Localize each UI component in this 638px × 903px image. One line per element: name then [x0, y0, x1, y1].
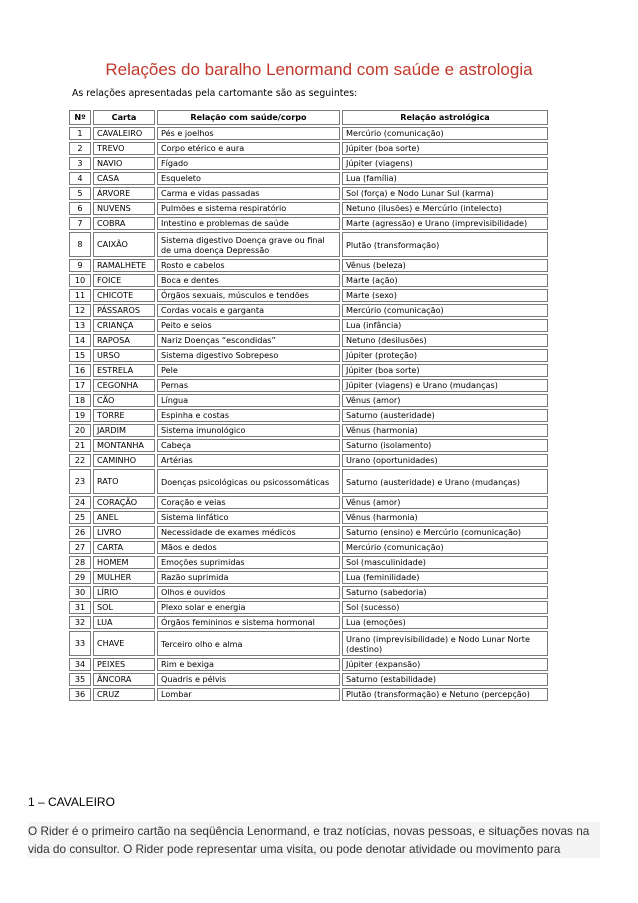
cell-astrology: Saturno (austeridade) e Urano (mudanças): [342, 469, 548, 494]
cell-number: 30: [69, 586, 91, 599]
cell-number: 33: [69, 631, 91, 656]
cell-card: CÃO: [93, 394, 155, 407]
table-row: [69, 673, 548, 686]
cell-card: CAIXÃO: [93, 232, 155, 257]
table-row: [69, 217, 548, 230]
cell-number: 19: [69, 409, 91, 422]
cell-health: Necessidade de exames médicos: [157, 526, 340, 539]
header-card: Carta: [93, 110, 155, 125]
cell-astrology: Saturno (sabedoria): [342, 586, 548, 599]
cell-number: 32: [69, 616, 91, 629]
table-header-row: [69, 110, 548, 125]
header-number: Nº: [69, 110, 91, 125]
cell-number: 11: [69, 289, 91, 302]
table-row: [69, 469, 548, 494]
cell-health: Pulmões e sistema respiratório: [157, 202, 340, 215]
cell-number: 5: [69, 187, 91, 200]
table-row: [69, 571, 548, 584]
table-row: [69, 631, 548, 656]
table-row: [69, 601, 548, 614]
cell-number: 28: [69, 556, 91, 569]
cell-health: Pele: [157, 364, 340, 377]
cell-number: 1: [69, 127, 91, 140]
cell-card: CASA: [93, 172, 155, 185]
cell-astrology: Mercúrio (comunicação): [342, 127, 548, 140]
cell-health: Fígado: [157, 157, 340, 170]
cell-number: 25: [69, 511, 91, 524]
cell-astrology: Saturno (austeridade): [342, 409, 548, 422]
table-row: [69, 232, 548, 257]
cell-astrology: Sol (masculinidade): [342, 556, 548, 569]
table-row: [69, 319, 548, 332]
cell-number: 29: [69, 571, 91, 584]
cell-astrology: Saturno (isolamento): [342, 439, 548, 452]
cell-card: TREVO: [93, 142, 155, 155]
cell-astrology: Vênus (amor): [342, 496, 548, 509]
cell-astrology: Júpiter (boa sorte): [342, 142, 548, 155]
cell-astrology: Saturno (estabilidade): [342, 673, 548, 686]
cell-number: 9: [69, 259, 91, 272]
cell-health: Rim e bexiga: [157, 658, 340, 671]
cell-number: 2: [69, 142, 91, 155]
cell-number: 36: [69, 688, 91, 701]
cell-astrology: Urano (oportunidades): [342, 454, 548, 467]
cell-astrology: Plutão (transformação) e Netuno (percepção): [342, 688, 548, 701]
table-row: [69, 379, 548, 392]
cell-card: CARTA: [93, 541, 155, 554]
cell-number: 8: [69, 232, 91, 257]
table-row: [69, 364, 548, 377]
table-row: [69, 127, 548, 140]
cell-number: 23: [69, 469, 91, 494]
cell-health: Órgãos femininos e sistema hormonal: [157, 616, 340, 629]
cell-astrology: Vênus (beleza): [342, 259, 548, 272]
body-paragraph: O Rider é o primeiro cartão na seqüência Lenormand, e traz notícias, novas pessoas, e situações novas na vida do consultor. O Rider pode representar uma visita, ou pode denotar atividade ou movimento para: [28, 822, 600, 858]
cell-astrology: Lua (feminilidade): [342, 571, 548, 584]
cell-health: Sistema digestivo Doença grave ou final de uma doença Depressão: [157, 232, 340, 257]
cell-card: RATO: [93, 469, 155, 494]
cell-number: 18: [69, 394, 91, 407]
header-health: Relação com saúde/corpo: [157, 110, 340, 125]
cell-health: Coração e veias: [157, 496, 340, 509]
cell-health: Sistema linfático: [157, 511, 340, 524]
cell-health: Cabeça: [157, 439, 340, 452]
cell-number: 7: [69, 217, 91, 230]
table-row: [69, 304, 548, 317]
cell-health: Corpo etérico e aura: [157, 142, 340, 155]
cell-astrology: Lua (infância): [342, 319, 548, 332]
table-row: [69, 274, 548, 287]
table-row: [69, 556, 548, 569]
cell-number: 34: [69, 658, 91, 671]
cell-card: CRIANÇA: [93, 319, 155, 332]
cell-number: 3: [69, 157, 91, 170]
cell-health: Órgãos sexuais, músculos e tendões: [157, 289, 340, 302]
table-row: [69, 172, 548, 185]
cell-health: Rosto e cabelos: [157, 259, 340, 272]
cell-number: 17: [69, 379, 91, 392]
cell-health: Plexo solar e energia: [157, 601, 340, 614]
cell-card: HOMEM: [93, 556, 155, 569]
table-row: [69, 142, 548, 155]
cell-number: 22: [69, 454, 91, 467]
cell-health: Doenças psicológicas ou psicossomáticas: [157, 469, 340, 494]
cell-astrology: Urano (imprevisibilidade) e Nodo Lunar Norte (destino): [342, 631, 548, 656]
relations-table: [67, 108, 550, 703]
cell-card: URSO: [93, 349, 155, 362]
intro-text: As relações apresentadas pela cartomante são as seguintes:: [72, 88, 358, 99]
cell-card: CHAVE: [93, 631, 155, 656]
table-row: [69, 202, 548, 215]
cell-astrology: Sol (força) e Nodo Lunar Sul (karma): [342, 187, 548, 200]
cell-health: Intestino e problemas de saúde: [157, 217, 340, 230]
cell-card: CHICOTE: [93, 289, 155, 302]
table-row: [69, 541, 548, 554]
cell-card: CAMINHO: [93, 454, 155, 467]
table-row: [69, 511, 548, 524]
cell-card: LÍRIO: [93, 586, 155, 599]
cell-astrology: Júpiter (proteção): [342, 349, 548, 362]
cell-astrology: Vênus (harmonia): [342, 511, 548, 524]
cell-card: CORAÇÃO: [93, 496, 155, 509]
cell-card: RAMALHETE: [93, 259, 155, 272]
cell-card: NUVENS: [93, 202, 155, 215]
table-row: [69, 454, 548, 467]
cell-number: 13: [69, 319, 91, 332]
cell-number: 24: [69, 496, 91, 509]
cell-astrology: Júpiter (viagens) e Urano (mudanças): [342, 379, 548, 392]
cell-card: ANEL: [93, 511, 155, 524]
cell-card: PÁSSAROS: [93, 304, 155, 317]
cell-number: 10: [69, 274, 91, 287]
cell-health: Esqueleto: [157, 172, 340, 185]
cell-astrology: Marte (sexo): [342, 289, 548, 302]
cell-card: ESTRELA: [93, 364, 155, 377]
cell-health: Sistema imunológico: [157, 424, 340, 437]
table-row: [69, 424, 548, 437]
cell-health: Terceiro olho e alma: [157, 631, 340, 656]
table-row: [69, 334, 548, 347]
cell-health: Sistema digestivo Sobrepeso: [157, 349, 340, 362]
cell-astrology: Júpiter (boa sorte): [342, 364, 548, 377]
table-body: [69, 127, 548, 701]
table-row: [69, 289, 548, 302]
cell-number: 21: [69, 439, 91, 452]
cell-card: MULHER: [93, 571, 155, 584]
cell-astrology: Saturno (ensino) e Mercúrio (comunicação): [342, 526, 548, 539]
table-row: [69, 409, 548, 422]
cell-health: Lombar: [157, 688, 340, 701]
cell-health: Olhos e ouvidos: [157, 586, 340, 599]
cell-card: JARDIM: [93, 424, 155, 437]
cell-card: ÂNCORA: [93, 673, 155, 686]
header-astrology: Relação astrológica: [342, 110, 548, 125]
cell-number: 15: [69, 349, 91, 362]
cell-number: 26: [69, 526, 91, 539]
cell-astrology: Vênus (amor): [342, 394, 548, 407]
cell-health: Nariz Doenças “escondidas”: [157, 334, 340, 347]
cell-number: 6: [69, 202, 91, 215]
cell-astrology: Marte (ação): [342, 274, 548, 287]
cell-health: Pés e joelhos: [157, 127, 340, 140]
cell-number: 35: [69, 673, 91, 686]
table-row: [69, 349, 548, 362]
cell-astrology: Netuno (desilusões): [342, 334, 548, 347]
table-row: [69, 187, 548, 200]
relations-table-container: [67, 108, 548, 703]
section-heading: 1 – CAVALEIRO: [28, 795, 115, 809]
cell-health: Peito e seios: [157, 319, 340, 332]
table-row: [69, 616, 548, 629]
cell-astrology: Marte (agressão) e Urano (imprevisibilidade): [342, 217, 548, 230]
cell-health: Boca e dentes: [157, 274, 340, 287]
cell-card: CRUZ: [93, 688, 155, 701]
cell-card: RAPOSA: [93, 334, 155, 347]
cell-number: 12: [69, 304, 91, 317]
cell-card: LIVRO: [93, 526, 155, 539]
table-row: [69, 394, 548, 407]
cell-card: COBRA: [93, 217, 155, 230]
cell-number: 20: [69, 424, 91, 437]
cell-card: CEGONHA: [93, 379, 155, 392]
cell-health: Quadris e pélvis: [157, 673, 340, 686]
table-row: [69, 658, 548, 671]
cell-health: Razão suprimida: [157, 571, 340, 584]
cell-number: 16: [69, 364, 91, 377]
cell-astrology: Lua (família): [342, 172, 548, 185]
table-row: [69, 586, 548, 599]
table-row: [69, 439, 548, 452]
cell-health: Emoções suprimidas: [157, 556, 340, 569]
cell-health: Cordas vocais e garganta: [157, 304, 340, 317]
cell-health: Mãos e dedos: [157, 541, 340, 554]
cell-card: PEIXES: [93, 658, 155, 671]
cell-health: Espinha e costas: [157, 409, 340, 422]
cell-astrology: Júpiter (expansão): [342, 658, 548, 671]
cell-number: 4: [69, 172, 91, 185]
cell-card: ÁRVORE: [93, 187, 155, 200]
cell-astrology: Mercúrio (comunicação): [342, 304, 548, 317]
table-row: [69, 259, 548, 272]
cell-card: FOICE: [93, 274, 155, 287]
table-row: [69, 157, 548, 170]
cell-card: CAVALEIRO: [93, 127, 155, 140]
cell-number: 14: [69, 334, 91, 347]
table-row: [69, 496, 548, 509]
table-row: [69, 526, 548, 539]
cell-astrology: Netuno (ilusões) e Mercúrio (intelecto): [342, 202, 548, 215]
cell-astrology: Lua (emoções): [342, 616, 548, 629]
cell-astrology: Sol (sucesso): [342, 601, 548, 614]
table-row: [69, 688, 548, 701]
cell-health: Carma e vidas passadas: [157, 187, 340, 200]
cell-card: SOL: [93, 601, 155, 614]
cell-astrology: Júpiter (viagens): [342, 157, 548, 170]
cell-card: TORRE: [93, 409, 155, 422]
page-title: Relações do baralho Lenormand com saúde e astrologia: [105, 60, 533, 79]
cell-card: LUA: [93, 616, 155, 629]
cell-astrology: Plutão (transformação): [342, 232, 548, 257]
cell-health: Pernas: [157, 379, 340, 392]
cell-health: Artérias: [157, 454, 340, 467]
cell-card: NAVIO: [93, 157, 155, 170]
cell-number: 27: [69, 541, 91, 554]
cell-astrology: Vênus (harmonia): [342, 424, 548, 437]
cell-health: Língua: [157, 394, 340, 407]
cell-number: 31: [69, 601, 91, 614]
cell-astrology: Mercúrio (comunicação): [342, 541, 548, 554]
cell-card: MONTANHA: [93, 439, 155, 452]
